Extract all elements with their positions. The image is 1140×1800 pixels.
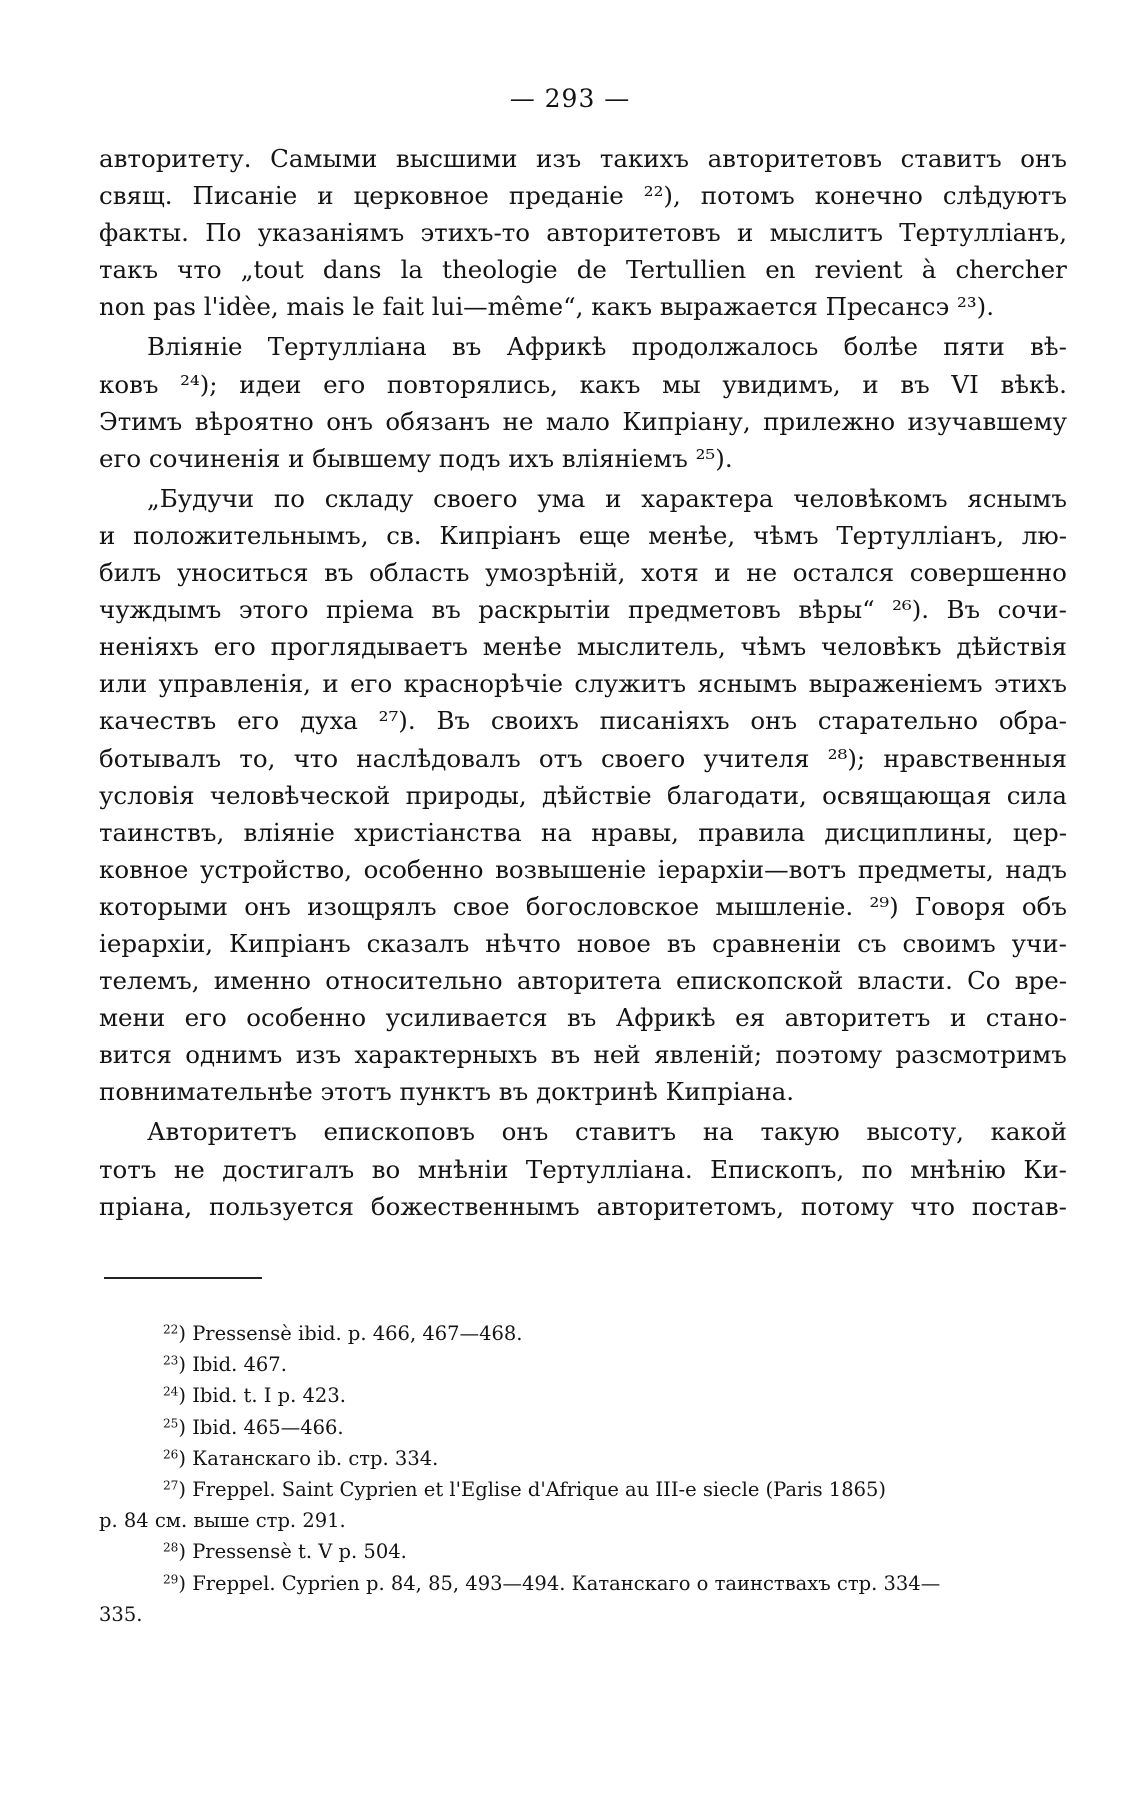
text-line: неніяхъ его проглядываетъ менѣе мыслитель, чѣмъ человѣкъ дѣйствія — [99, 632, 1067, 662]
text-line: пріана, пользуется божественнымъ авторитетомъ, потому что постав- — [99, 1191, 1067, 1221]
footnote: $^{22}$) Pressensè ibid. p. 466, 467—468. — [163, 1322, 523, 1345]
footnote-continuation: p. 84 см. выше стр. 291. — [99, 1509, 346, 1533]
text-line: свящ. Писаніе и церковное преданіе ²²), потомъ конечно слѣдуютъ — [99, 181, 1067, 211]
paragraph — [99, 480, 1067, 1111]
text-line: тотъ не достигалъ во мнѣніи Тертулліана. Епископъ, по мнѣнію Ки- — [99, 1154, 1067, 1184]
text-line: телемъ, именно относительно авторитета епископской власти. Со вре- — [99, 966, 1067, 996]
text-line: іерархіи, Кипріанъ сказалъ нѣчто новое въ сравненіи съ своимъ учи- — [99, 928, 1067, 958]
text-line: которыми онъ изощрялъ свое богословское мышленіе. ²⁹) Говоря объ — [99, 891, 1067, 921]
paragraph — [99, 140, 1067, 325]
text-line: ковъ ²⁴); идеи его повторялись, какъ мы увидимъ, и въ VI вѣкѣ. — [99, 369, 1067, 399]
text-line: Вліяніе Тертулліана въ Африкѣ продолжалось болѣе пяти вѣ- — [147, 332, 1067, 362]
footnote: $^{28}$) Pressensè t. V p. 504. — [163, 1540, 407, 1564]
text-line: и положительнымъ, св. Кипріанъ еще менѣе, чѣмъ Тертулліанъ, лю- — [99, 520, 1067, 550]
footnote: $^{24}$) Ibid. t. I p. 423. — [163, 1384, 346, 1408]
text-line: ковное устройство, особенно возвышеніе іерархіи—вотъ предметы, надъ — [99, 854, 1067, 884]
text-line: такъ что „tout dans la theologie de Tertullien en revient à chercher — [99, 255, 1067, 285]
paragraph — [99, 1113, 1067, 1224]
text-line: мени его особенно усиливается въ Африкѣ ея авторитетъ и стано- — [99, 1003, 1067, 1033]
text-line: ботывалъ то, что наслѣдовалъ отъ своего учителя ²⁸); нравственныя — [99, 743, 1067, 773]
paragraph — [99, 328, 1067, 476]
footnote: $^{29}$) Freppel. Cyprien p. 84, 85, 493—494. Катанскаго о таинствахъ стр. 334— — [163, 1571, 941, 1595]
footnote: $^{27}$) Freppel. Saint Cyprien et l'Eglise d'Afrique au III-e siecle (Paris 1865) — [163, 1477, 887, 1501]
text-line: Этимъ вѣроятно онъ обязанъ не мало Кипріану, прилежно изучавшему — [99, 406, 1067, 436]
footnote: $^{23}$) Ibid. 467. — [163, 1353, 287, 1377]
text-line: вится однимъ изъ характерныхъ въ ней явленій; поэтому разсмотримъ — [99, 1040, 1067, 1070]
text-line: чуждымъ этого пріема въ раскрытіи предметовъ вѣры“ ²⁶). Въ сочи- — [99, 595, 1067, 625]
text-line: авторитету. Самыми высшими изъ такихъ авторитетовъ ставитъ онъ — [99, 144, 1067, 173]
text-line: или управленія, и его краснорѣчіе служитъ яснымъ выраженіемъ этихъ — [99, 669, 1067, 699]
text-line: non pas l'idèe, mais le fait lui—même“, какъ выражается Пресансэ ²³). — [99, 292, 995, 322]
text-line: условія человѣческой природы, дѣйствіе благодати, освящающая сила — [99, 780, 1067, 810]
text-line: его сочиненія и бывшему подъ ихъ вліяніемъ ²⁵). — [99, 443, 733, 473]
main-text — [99, 140, 1067, 1225]
text-line: билъ уноситься въ область умозрѣній, хотя и не остался совершенно — [99, 558, 1067, 588]
footnote: $^{25}$) Ibid. 465—466. — [163, 1415, 344, 1439]
page-number: — 293 — — [509, 84, 631, 113]
text-line: „Будучи по складу своего ума и характера человѣкомъ яснымъ — [147, 483, 1067, 513]
footnote: $^{26}$) Катанскаго ib. стр. 334. — [163, 1446, 439, 1470]
text-line: таинствъ, вліяніе христіанства на нравы, правила дисциплины, цер- — [99, 817, 1067, 847]
text-line: факты. По указаніямъ этихъ-то авторитетовъ и мыслитъ Тертулліанъ, — [99, 218, 1067, 248]
text-line: качествъ его духа ²⁷). Въ своихъ писаніяхъ онъ старательно обра- — [99, 706, 1067, 736]
text-line: повнимательнѣе этотъ пунктъ въ доктринѣ Кипріана. — [99, 1077, 795, 1107]
footnotes — [99, 1318, 1067, 1630]
footnote-continuation: 335. — [99, 1602, 143, 1626]
text-line: Авторитетъ епископовъ онъ ставитъ на такую высоту, какой — [147, 1117, 1067, 1147]
footnote-divider — [104, 1277, 262, 1279]
